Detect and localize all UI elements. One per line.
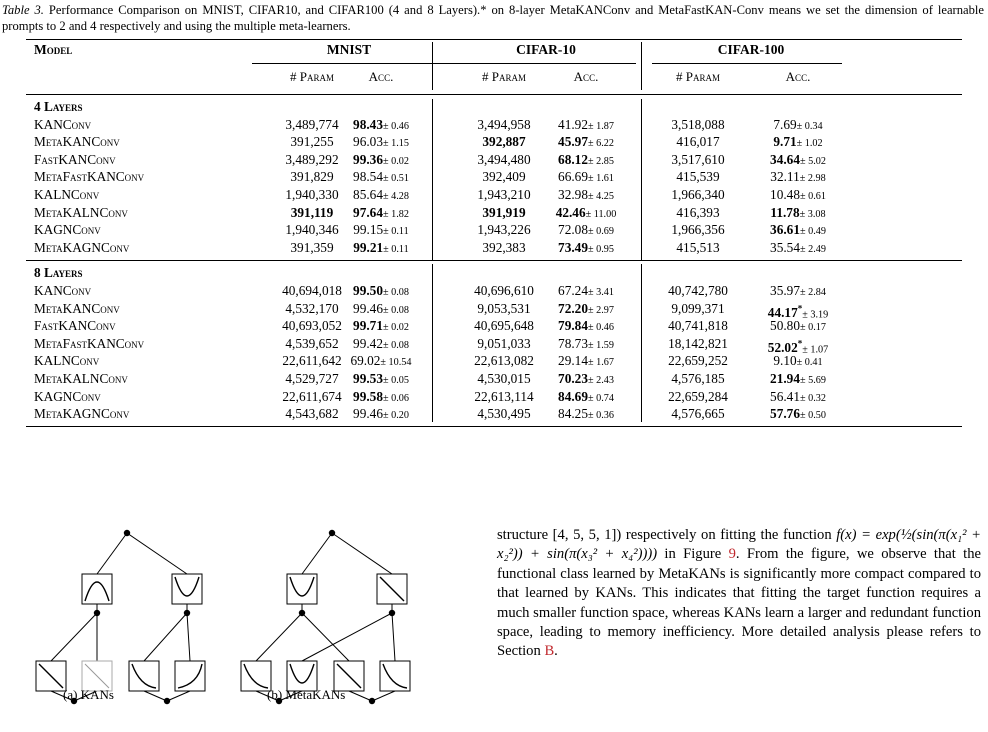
table-cell: 11.78± 3.08: [770, 204, 826, 220]
table-cell: 66.69± 1.61: [558, 169, 614, 185]
table-cell: 3,489,774: [285, 116, 339, 132]
table-row-model-name: FastKANConv: [34, 151, 116, 167]
table-cell: 70.23± 2.43: [558, 371, 614, 386]
table-cell: 40,696,610: [474, 283, 534, 298]
table-cell: 98.54± 0.51: [353, 169, 409, 185]
table-cell: 99.42± 0.08: [353, 335, 409, 351]
column-separator: [641, 42, 642, 90]
figure-subcaption-b: (b) MetaKANs: [267, 687, 346, 702]
table-cell: 9.71± 1.02: [773, 134, 823, 150]
table-row-model-name: MetaFastKANConv: [34, 335, 145, 351]
table-cell: 1,966,340: [671, 187, 725, 202]
table-cell: 40,694,018: [282, 283, 342, 298]
table-cell: 4,530,495: [477, 406, 531, 422]
table-cell: 68.12± 2.85: [558, 151, 614, 167]
table-cell: 1,966,356: [671, 222, 725, 238]
group-underline: [652, 63, 842, 64]
network-node: [184, 610, 190, 616]
table-row-model-name: MetaKAGNConv: [34, 406, 130, 422]
table-cell: 10.48± 0.61: [770, 187, 826, 202]
table-cell: 22,659,284: [668, 388, 728, 404]
table-cell: 9,051,033: [477, 335, 531, 351]
activation-box: [82, 574, 112, 604]
network-node: [369, 698, 375, 704]
table-row-model-name: KANConv: [34, 116, 92, 132]
column-subheader-param: # Param: [676, 69, 720, 84]
table-cell: 391,255: [290, 134, 334, 150]
table-cell: 99.71± 0.02: [353, 318, 409, 334]
column-subheader-acc: Acc.: [368, 69, 394, 84]
table-cell: 9.10± 0.41: [773, 353, 823, 369]
table-cell: 3,494,480: [477, 151, 531, 167]
edge: [349, 691, 372, 701]
edge: [332, 533, 392, 574]
table-cell: 40,741,818: [668, 318, 728, 334]
column-header-model: Model: [34, 42, 73, 57]
network-node: [94, 610, 100, 616]
table-row-model-name: MetaKANConv: [34, 300, 120, 316]
table-cell: 67.24± 3.41: [558, 283, 614, 298]
table-cell: 29.14± 1.67: [558, 353, 614, 369]
table-cell: 22,613,114: [474, 388, 534, 404]
table-cell: 72.20± 2.97: [558, 300, 614, 316]
table-top-rule: [26, 39, 962, 40]
edge: [302, 533, 332, 574]
network-node: [329, 530, 335, 536]
table-row-model-name: KAGNConv: [34, 388, 101, 404]
group-underline: [252, 63, 446, 64]
body-text-before-link: in Figure: [664, 546, 729, 563]
table-cell: 391,359: [290, 239, 334, 255]
table-caption-text: Performance Comparison on MNIST, CIFAR10, and CIFAR100 (4 and 8 Layers).* on 8-layer MetaKANConv and MetaFastKAN-Conv means we set the dimension of learnable prompts to 2 and 4 respectively and using the multiple meta-learners.: [2, 3, 984, 33]
column-subheader-param: # Param: [290, 69, 334, 84]
edge: [256, 613, 302, 661]
table-cell: 392,887: [482, 134, 526, 150]
table-cell: 99.46± 0.08: [353, 300, 409, 316]
table-cell: 99.58± 0.06: [353, 388, 409, 404]
body-paragraph: [497, 526, 981, 662]
table-cell: 3,517,610: [671, 151, 725, 167]
section-b-link[interactable]: B: [544, 643, 555, 660]
edge: [167, 691, 190, 701]
table-cell: 35.54± 2.49: [770, 239, 826, 255]
table-row-model-name: KALNConv: [34, 187, 100, 202]
table-cell: 3,518,088: [671, 116, 725, 132]
activation-box: [129, 661, 159, 691]
table-row-model-name: FastKANConv: [34, 318, 116, 334]
table-cell: 9,053,531: [477, 300, 531, 316]
body-text-main: . From the figure, we observe that the functional class learned by MetaKANs is significantly more compact compared to that learned by KANs. This indicates that fitting the target function requires a much smaller function space, whereas KANs learn a larger and redundant function space, leading to memory inefficiency. More detailed analysis please refers to Section: [497, 546, 981, 660]
table-cell: 41.92± 1.87: [558, 116, 614, 132]
table-cell: 99.50± 0.08: [353, 283, 409, 298]
column-group-mnist: MNIST: [326, 42, 372, 57]
table-cell: 4,543,682: [285, 406, 339, 422]
table-cell: 40,742,780: [668, 283, 728, 298]
table-cell: 52.02*± 1.07: [767, 338, 829, 356]
table-row-model-name: MetaKALNConv: [34, 204, 128, 220]
table-cell: 22,611,642: [282, 353, 342, 369]
table-cell: 78.73± 1.59: [558, 335, 614, 351]
table-cell: 96.03± 1.15: [353, 134, 409, 150]
edge: [392, 613, 395, 661]
table-cell: 79.84± 0.46: [558, 318, 614, 334]
table-cell: 416,017: [676, 134, 720, 150]
column-separator: [432, 99, 433, 260]
section-separator-rule: [26, 260, 962, 261]
edge: [187, 613, 190, 661]
edge: [127, 533, 187, 574]
table-cell: 3,494,958: [477, 116, 531, 132]
table-cell: 22,659,252: [668, 353, 728, 369]
kan-comparison-figure: [30, 521, 430, 727]
table-cell: 391,919: [482, 204, 526, 220]
table-cell: 22,611,674: [282, 388, 342, 404]
activation-box: [175, 661, 205, 691]
table-cell: 1,940,330: [285, 187, 339, 202]
edge: [51, 613, 97, 661]
table-bottom-rule: [26, 426, 962, 427]
table-cell: 42.46± 11.00: [555, 204, 617, 220]
edge: [144, 691, 167, 701]
table-cell: 85.64± 4.28: [353, 187, 409, 202]
header-bottom-rule: [26, 94, 962, 95]
table-cell: 72.08± 0.69: [558, 222, 614, 238]
table-row-model-name: KALNConv: [34, 353, 100, 369]
table-cell: 9,099,371: [671, 300, 725, 316]
table-cell: 4,530,015: [477, 371, 531, 386]
table-cell: 35.97± 2.84: [770, 283, 826, 298]
activation-box: [287, 574, 317, 604]
body-text-end: .: [554, 643, 558, 660]
table-cell: 4,529,727: [285, 371, 339, 386]
table-cell: 34.64± 5.02: [770, 151, 826, 167]
table-cell: 392,383: [482, 239, 526, 255]
table-cell: 50.80± 0.17: [770, 318, 826, 334]
table-cell: 44.17*± 3.19: [767, 303, 829, 321]
column-subheader-acc: Acc.: [573, 69, 599, 84]
table-cell: 99.46± 0.20: [353, 406, 409, 422]
network-node: [389, 610, 395, 616]
section-title: 4 Layers: [34, 99, 83, 114]
edge: [302, 613, 349, 661]
table-cell: 18,142,821: [668, 335, 728, 351]
edge: [302, 613, 392, 661]
activation-box: [380, 661, 410, 691]
table-cell: 40,693,052: [282, 318, 342, 334]
column-separator: [432, 42, 433, 90]
table-cell: 99.36± 0.02: [353, 151, 409, 167]
figure-9-link[interactable]: 9: [728, 546, 736, 563]
figure-subcaption-a: (a) KANs: [63, 687, 114, 702]
column-separator: [641, 264, 642, 421]
network-node: [124, 530, 130, 536]
table-cell: 415,513: [676, 239, 720, 255]
table-cell: 32.11± 2.98: [770, 169, 826, 185]
table-cell: 99.21± 0.11: [353, 239, 409, 255]
network-node: [164, 698, 170, 704]
activation-box: [172, 574, 202, 604]
table-cell: 392,409: [482, 169, 526, 185]
network-node: [299, 610, 305, 616]
table-cell: 36.61± 0.49: [770, 222, 826, 238]
table-cell: 69.02± 10.54: [350, 353, 412, 369]
table-caption-label: Table 3.: [2, 3, 44, 17]
column-group-cifar-10: CIFAR-10: [516, 42, 576, 57]
table-cell: 416,393: [676, 204, 720, 220]
table-cell: 4,539,652: [285, 335, 339, 351]
edge: [144, 613, 187, 661]
table-cell: 415,539: [676, 169, 720, 185]
table-cell: 391,829: [290, 169, 334, 185]
table-cell: 7.69± 0.34: [773, 116, 823, 132]
table-row-model-name: MetaKAGNConv: [34, 239, 130, 255]
table-cell: 32.98± 4.25: [558, 187, 614, 202]
table-row-model-name: MetaFastKANConv: [34, 169, 145, 185]
table-cell: 3,489,292: [285, 151, 339, 167]
table-cell: 4,576,185: [671, 371, 725, 386]
column-subheader-param: # Param: [482, 69, 526, 84]
table-caption: [2, 2, 984, 34]
table-row-model-name: MetaKALNConv: [34, 371, 128, 386]
table-cell: 56.41± 0.32: [770, 388, 826, 404]
table-cell: 99.53± 0.05: [353, 371, 409, 386]
table-cell: 84.69± 0.74: [558, 388, 614, 404]
column-group-cifar-100: CIFAR-100: [717, 42, 785, 57]
table-cell: 99.15± 0.11: [353, 222, 409, 238]
table-cell: 4,576,665: [671, 406, 725, 422]
group-underline: [446, 63, 636, 64]
table-cell: 57.76± 0.50: [770, 406, 826, 422]
body-text-line1: structure [4, 5, 5, 1]) respectively on fitting the function: [497, 527, 832, 543]
table-cell: 40,695,648: [474, 318, 534, 334]
table-cell: 97.64± 1.82: [353, 204, 409, 220]
table-row-model-name: MetaKANConv: [34, 134, 120, 150]
edge: [372, 691, 395, 701]
table-row-model-name: KANConv: [34, 283, 92, 298]
table-cell: 22,613,082: [474, 353, 534, 369]
column-separator: [641, 99, 642, 260]
table-cell: 45.97± 6.22: [558, 134, 614, 150]
table-cell: 4,532,170: [285, 300, 339, 316]
table-cell: 84.25± 0.36: [558, 406, 614, 422]
section-title: 8 Layers: [34, 265, 83, 281]
table-cell: 21.94± 5.69: [770, 371, 826, 386]
target-function-formula: f(x) = exp(½(sin(π(x₁² + x₂²)) + sin(π(x₃² + x₄²)))): [497, 527, 981, 563]
column-subheader-acc: Acc.: [785, 69, 811, 84]
table-cell: 1,943,210: [477, 187, 531, 202]
table-row-model-name: KAGNConv: [34, 222, 101, 238]
table-cell: 1,943,226: [477, 222, 531, 238]
edge: [97, 533, 127, 574]
table-cell: 391,119: [290, 204, 334, 220]
table-cell: 73.49± 0.95: [558, 239, 614, 255]
column-separator: [432, 264, 433, 421]
table-cell: 1,940,346: [285, 222, 339, 238]
table-cell: 98.43± 0.46: [353, 116, 409, 132]
